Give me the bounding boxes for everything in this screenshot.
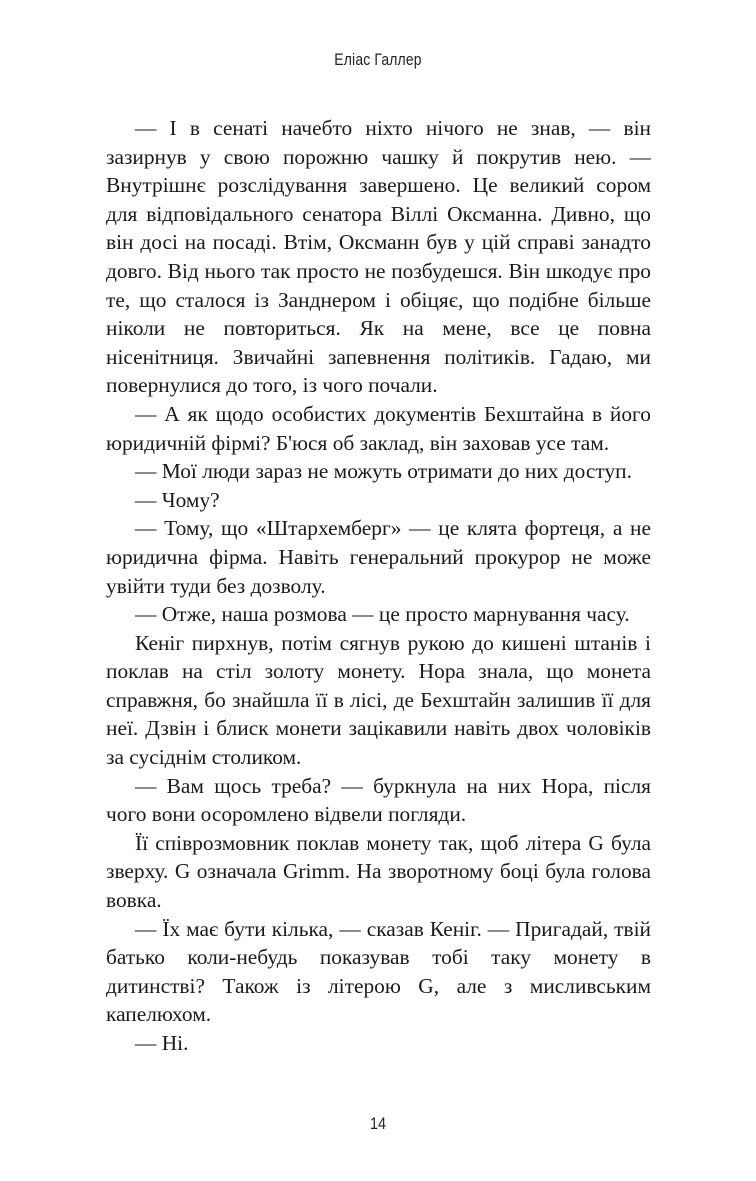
book-page-text: [106, 114, 651, 1058]
paragraph: — Ні.: [135, 1031, 189, 1055]
paragraph: — Вам щось треба? — буркнула на них Нора, після чого вони осоромлено відвели погляди.: [106, 773, 651, 827]
paragraph: — І в сенаті начебто ніхто нічого не знав, — він зазирнув у свою порожню чашку й покрутив нею. — Внутрішнє розслідування завершено. Це великий сором для відповідального сенатора Віллі Оксманна. Дивно, що він досі на посаді. Втім, Оксманн був у цій справі занадто довго. Від нього так просто не позбудешся. Він шкодує про те, що сталося із Занднером і обіцяє, що подібне більше ніколи не повториться. Як на мене, все це повна нісенітниця. Звичайні запевнення політиків. Гадаю, ми повернулися до того, із чого почали.: [106, 116, 651, 398]
paragraph: — А як щодо особистих документів Бехштайна в його юридичній фірмі? Б'юся об заклад, він заховав усе там.: [106, 401, 651, 455]
running-head-author: Еліас Галлер: [334, 50, 422, 69]
paragraph: — Мої люди зараз не можуть отримати до них доступ.: [135, 459, 632, 484]
paragraph: — Отже, наша розмова — це просто марнування часу.: [135, 602, 630, 627]
paragraph: — Їх має бути кілька, — сказав Кеніг. — Пригадай, твій батько коли-небудь показував тобі таку монету в дитинстві? Також із літерою G, але з мисливським капелюхом.: [106, 916, 651, 1027]
paragraph: — Тому, що «Штархемберг» — це клята фортеця, а не юридична фірма. Навіть генеральний прокурор не може увійти туди без дозволу.: [106, 516, 651, 598]
page-number: 14: [369, 1114, 387, 1133]
paragraph: — Чому?: [135, 487, 220, 512]
paragraph: Її співрозмовник поклав монету так, щоб літера G була зверху. G означала Grimm. На зворотному боці була голова вовка.: [106, 830, 651, 913]
paragraph: Кеніг пирхнув, потім сягнув рукою до кишені штанів і поклав на стіл золоту монету. Нора знала, що монета справжня, бо знайшла її в лісі, де Бехштайн залишив її для неї. Дзвін і блиск монети зацікавили навіть двох чоловіків за сусіднім столиком.: [106, 630, 651, 770]
